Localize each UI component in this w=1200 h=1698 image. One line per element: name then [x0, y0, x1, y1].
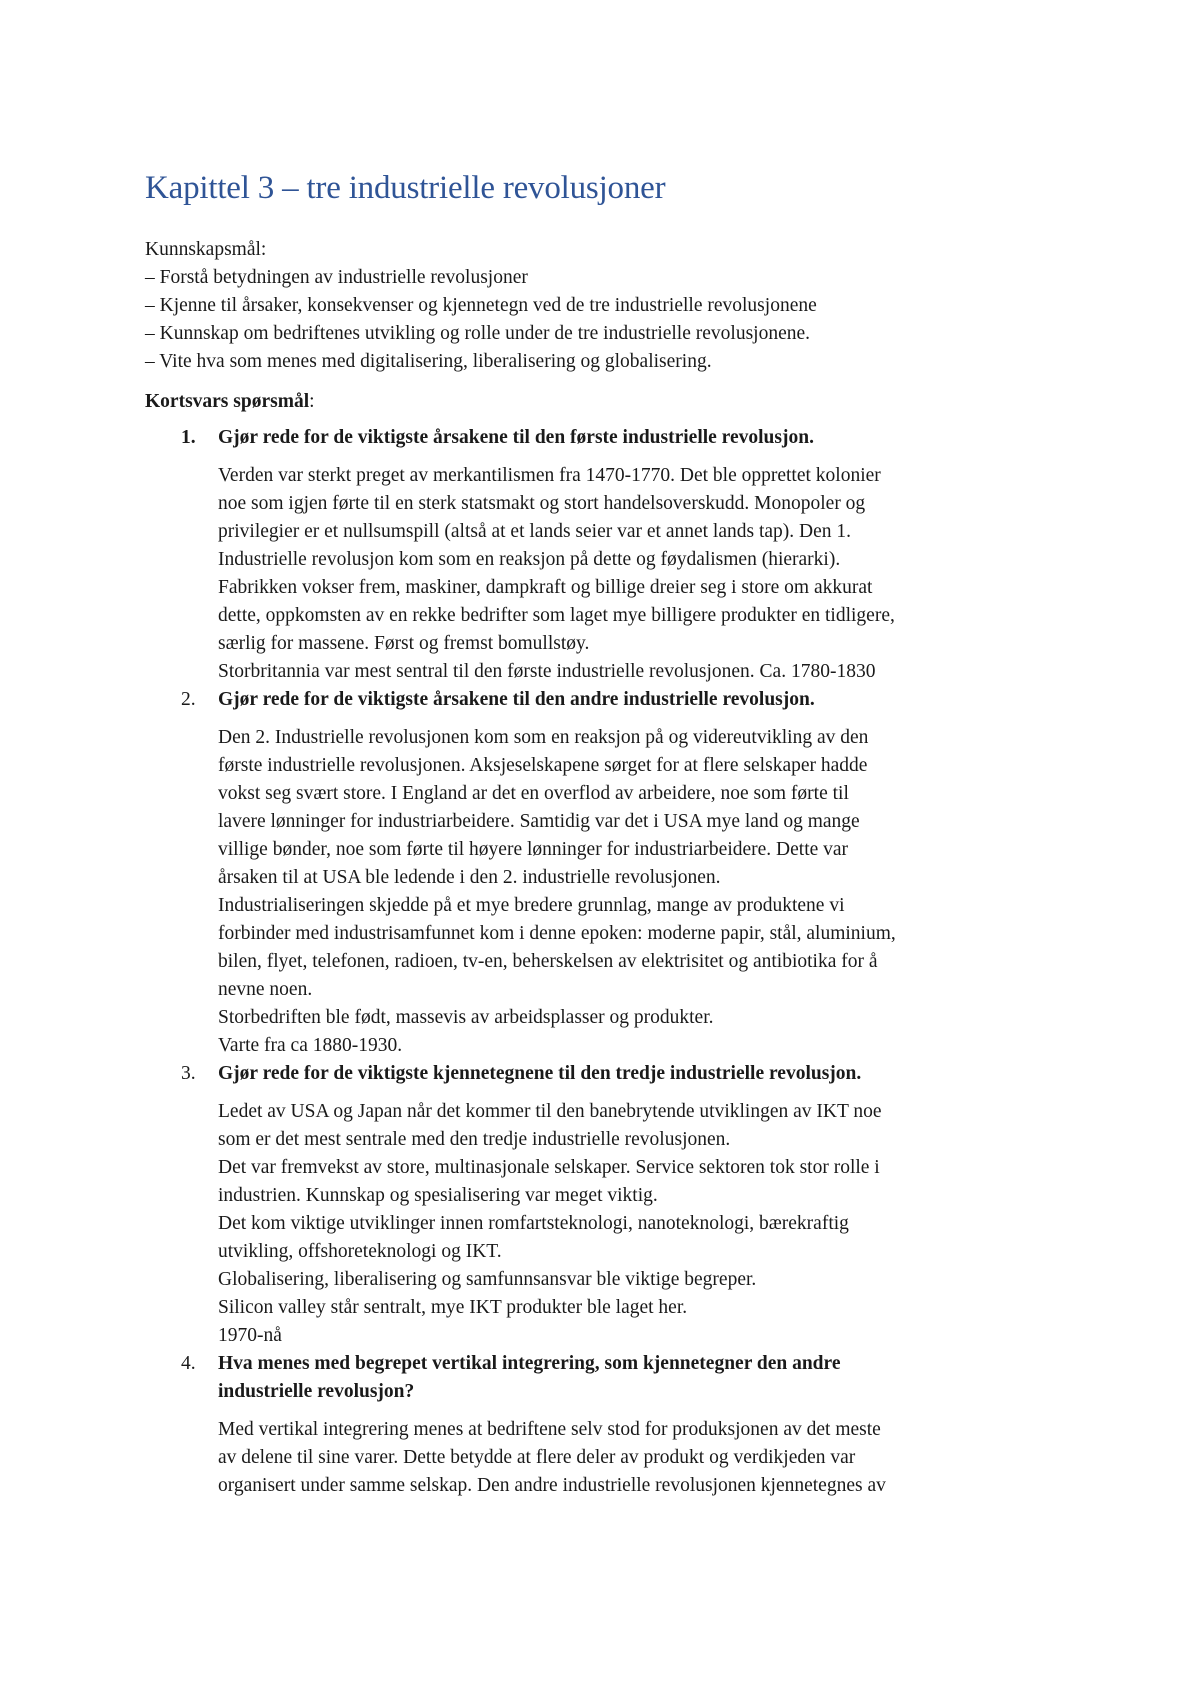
answer-text — [218, 1098, 1075, 1350]
question-number: 3. — [181, 1063, 196, 1084]
question-list — [145, 424, 1075, 1500]
question-number: 2. — [181, 689, 196, 710]
answer-line: Verden var sterkt preget av merkantilismen fra 1470-1770. Det ble opprettet kolonier — [218, 465, 881, 486]
question-item — [145, 424, 1075, 686]
answer-text — [218, 1416, 1075, 1500]
question-title: Gjør rede for de viktigste årsakene til den første industrielle revolusjon. — [218, 427, 814, 448]
answer-line: industrien. Kunnskap og spesialisering var meget viktig. — [218, 1185, 658, 1206]
question-title: Gjør rede for de viktigste årsakene til den andre industrielle revolusjon. — [218, 689, 815, 710]
short-answer-heading — [145, 388, 1075, 416]
answer-line: organisert under samme selskap. Den andre industrielle revolusjonen kjennetegnes av — [218, 1475, 886, 1496]
answer-line: Storbedriften ble født, massevis av arbeidsplasser og produkter. — [218, 1007, 714, 1028]
question-title — [218, 1350, 1075, 1406]
answer-line: nevne noen. — [218, 979, 313, 1000]
answer-line: Med vertikal integrering menes at bedriftene selv stod for produksjonen av det meste — [218, 1419, 881, 1440]
answer-line: Det var fremvekst av store, multinasjonale selskaper. Service sektoren tok stor rolle i — [218, 1157, 880, 1178]
question-title-line: industrielle revolusjon? — [218, 1381, 415, 1402]
answer-line: villige bønder, noe som førte til høyere lønninger for industriarbeidere. Dette var — [218, 839, 849, 860]
answer-line: Varte fra ca 1880-1930. — [218, 1035, 403, 1056]
answer-line: bilen, flyet, telefonen, radioen, tv-en, beherskelsen av elektrisitet og antibiotika for å — [218, 951, 878, 972]
short-answer-heading-text: Kortsvars spørsmål — [145, 391, 310, 412]
answer-line: Industrialiseringen skjedde på et mye bredere grunnlag, mange av produktene vi — [218, 895, 845, 916]
answer-line: første industrielle revolusjonen. Aksjeselskapene sørget for at flere selskaper hadde — [218, 755, 868, 776]
question-item — [145, 1060, 1075, 1350]
answer-line: lavere lønninger for industriarbeidere. Samtidig var det i USA mye land og mange — [218, 811, 860, 832]
goals-heading: Kunnskapsmål: — [145, 239, 267, 260]
answer-line: noe som igjen førte til en sterk statsmakt og stort handelsoverskudd. Monopoler og — [218, 493, 866, 514]
answer-line: som er det mest sentrale med den tredje industrielle revolusjonen. — [218, 1129, 731, 1150]
answer-text — [218, 462, 1075, 686]
answer-line: årsaken til at USA ble ledende i den 2. industrielle revolusjonen. — [218, 867, 721, 888]
answer-line: forbinder med industrisamfunnet kom i denne epoken: moderne papir, stål, aluminium, — [218, 923, 896, 944]
answer-line: dette, oppkomsten av en rekke bedrifter som laget mye billigere produkter en tidligere, — [218, 605, 895, 626]
answer-line: Globalisering, liberalisering og samfunnsansvar ble viktige begreper. — [218, 1269, 757, 1290]
goal-item: – Kunnskap om bedriftenes utvikling og rolle under de tre industrielle revolusjonene. — [145, 323, 811, 344]
answer-line: av delene til sine varer. Dette betydde at flere deler av produkt og verdikjeden var — [218, 1447, 856, 1468]
goal-item: – Forstå betydningen av industrielle revolusjoner — [145, 267, 528, 288]
answer-line: Ledet av USA og Japan når det kommer til den banebrytende utviklingen av IKT noe — [218, 1101, 882, 1122]
answer-line: særlig for massene. Først og fremst bomullstøy. — [218, 633, 590, 654]
answer-line: 1970-nå — [218, 1325, 282, 1346]
answer-line: Fabrikken vokser frem, maskiner, dampkraft og billige dreier seg i store om akkurat — [218, 577, 873, 598]
question-number: 4. — [181, 1353, 196, 1374]
learning-goals — [145, 236, 1075, 376]
question-title-line: Hva menes med begrepet vertikal integrering, som kjennetegner den andre — [218, 1353, 841, 1374]
goal-item: – Vite hva som menes med digitalisering, liberalisering og globalisering. — [145, 351, 712, 372]
goal-item: – Kjenne til årsaker, konsekvenser og kjennetegn ved de tre industrielle revolusjonene — [145, 295, 817, 316]
answer-line: Industrielle revolusjon kom som en reaksjon på dette og føydalismen (hierarki). — [218, 549, 841, 570]
answer-line: privilegier er et nullsumspill (altså at et lands seier var et annet lands tap). Den 1. — [218, 521, 852, 542]
document-content — [145, 168, 1075, 1500]
short-answer-heading-colon: : — [309, 391, 315, 412]
answer-text — [218, 724, 1075, 1060]
answer-line: Storbritannia var mest sentral til den første industrielle revolusjonen. Ca. 1780-1830 — [218, 661, 876, 682]
question-title: Gjør rede for de viktigste kjennetegnene til den tredje industrielle revolusjon. — [218, 1063, 862, 1084]
question-item — [145, 1350, 1075, 1500]
answer-line: Det kom viktige utviklinger innen romfartsteknologi, nanoteknologi, bærekraftig — [218, 1213, 849, 1234]
question-item — [145, 686, 1075, 1060]
answer-line: Silicon valley står sentralt, mye IKT produkter ble laget her. — [218, 1297, 688, 1318]
answer-line: vokst seg svært store. I England ar det en overflod av arbeidere, noe som førte til — [218, 783, 849, 804]
chapter-title: Kapittel 3 – tre industrielle revolusjoner — [145, 170, 666, 206]
answer-line: utvikling, offshoreteknologi og IKT. — [218, 1241, 502, 1262]
question-number: 1. — [181, 427, 196, 448]
answer-line: Den 2. Industrielle revolusjonen kom som en reaksjon på og videreutvikling av den — [218, 727, 869, 748]
